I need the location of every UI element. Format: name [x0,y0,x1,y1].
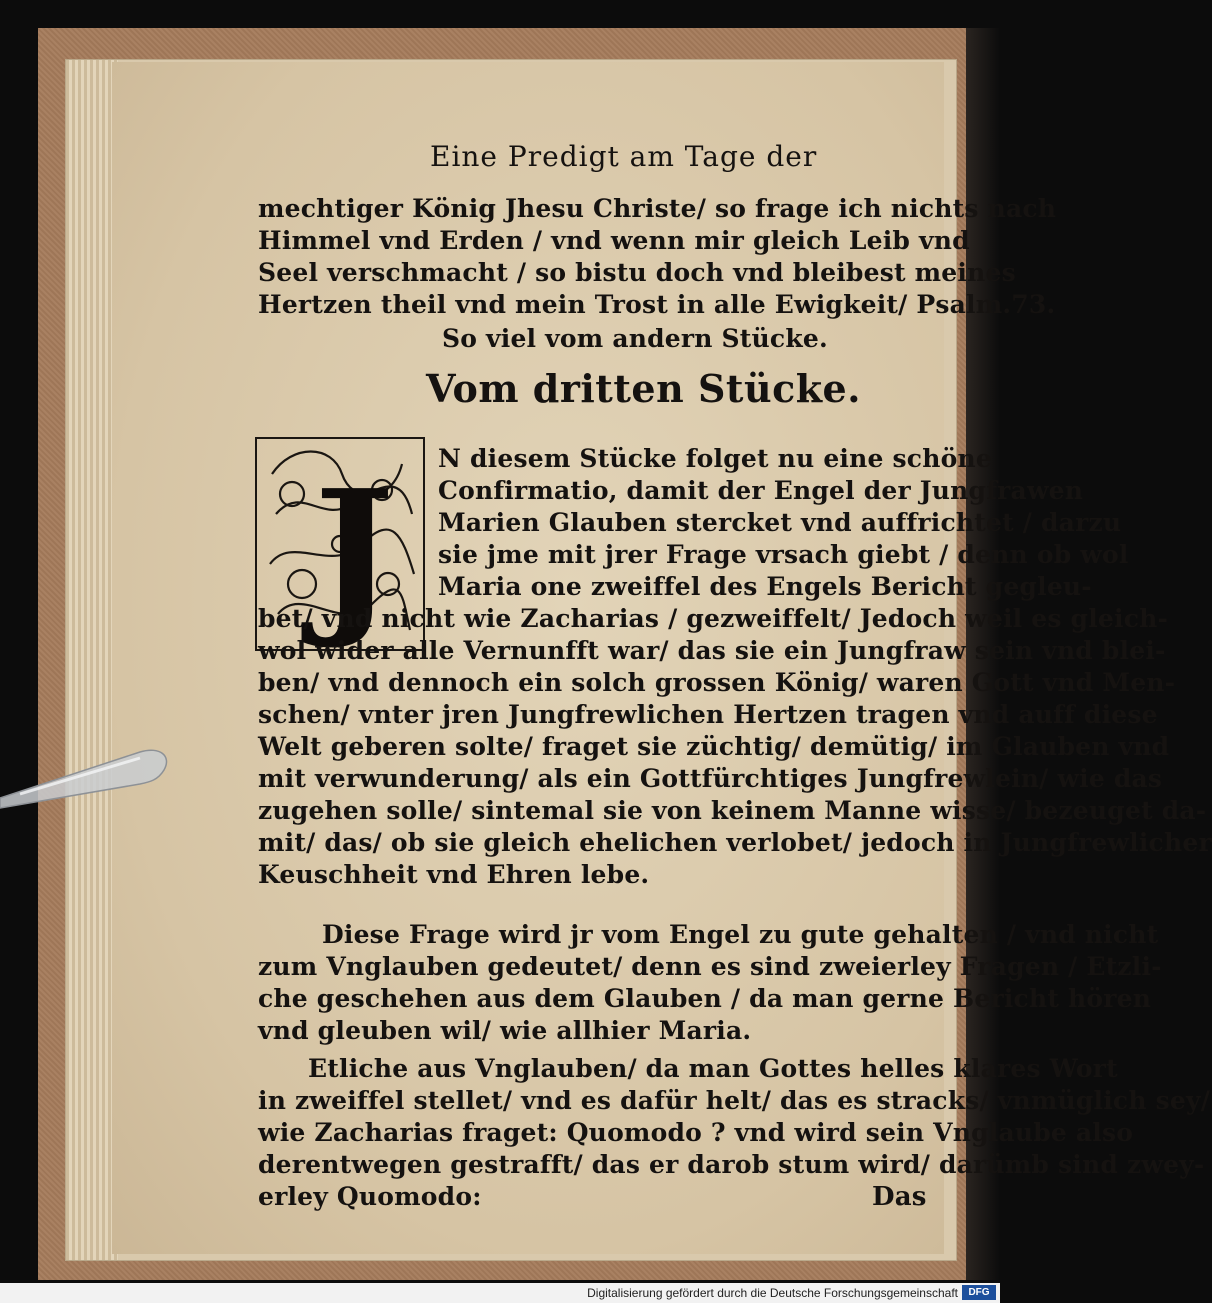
book-page [112,62,1212,1254]
page-edges [66,60,118,1260]
text-line: erley Quomodo: [258,1182,482,1211]
running-header: Eine Predigt am Tage der [430,140,818,173]
text-line: Keuschheit vnd Ehren lebe. [258,860,650,889]
text-line: Diese Frage wird jr vom Engel zu gute gehalten / vnd nicht [322,920,1159,949]
text-line: mit/ das/ ob sie gleich ehelichen verlobet/ jedoch in Jungfrewlicher [258,828,1212,857]
dfg-logo-icon: DFG [962,1285,996,1300]
section-heading: Vom dritten Stücke. [426,366,861,411]
text-line: zum Vnglauben gedeutet/ denn es sind zweierley Fragen / Etzli- [258,952,1162,981]
text-line: Confirmatio, damit der Engel der Jungfrawen [438,476,1084,505]
text-line: derentwegen gestrafft/ das er darob stum wird/ darümb sind zwey- [258,1150,1205,1179]
text-line: Hertzen theil vnd mein Trost in alle Ewigkeit/ Psalm.73. [258,290,1056,319]
footer-bar [0,1283,1000,1303]
text-line: N diesem Stücke folget nu eine schöne [438,444,992,473]
text-line: Welt geberen solte/ fraget sie züchtig/ demütig/ im Glauben vnd [258,732,1170,761]
bookmark-clip-icon [0,748,170,808]
text-line: Marien Glauben stercket vnd auffrichtet / darzu [438,508,1122,537]
text-line: wol wider alle Vernunfft war/ das sie ein Jungfraw sein vnd blei- [258,636,1166,665]
text-line: sie jme mit jrer Frage vrsach giebt / denn ob wol [438,540,1129,569]
text-line: Seel verschmacht / so bistu doch vnd bleibest meines [258,258,1016,287]
text-line: Etliche aus Vnglauben/ da man Gottes helles klares Wort [308,1054,1118,1083]
text-line: che geschehen aus dem Glauben / da man gerne Bericht hören [258,984,1152,1013]
text-line: Himmel vnd Erden / vnd wenn mir gleich Leib vnd [258,226,970,255]
text-line: bet/ vnd nicht wie Zacharias / gezweiffelt/ Jedoch weil es gleich- [258,604,1169,633]
text-line: wie Zacharias fraget: Quomodo ? vnd wird sein Vnglaube also [258,1118,1134,1147]
text-line: in zweiffel stellet/ vnd es dafür helt/ das es stracks/ vnmüglich sey/ [258,1086,1211,1115]
catchword: Das [872,1182,927,1212]
section-end-line: So viel vom andern Stücke. [442,324,828,353]
text-line: Maria one zweiffel des Engels Bericht gegleu- [438,572,1092,601]
text-line: mechtiger König Jhesu Christe/ so frage ich nichts nach [258,194,1057,223]
footer-credit: Digitalisierung gefördert durch die Deutsche Forschungsgemeinschaft [587,1286,958,1300]
text-line: ben/ vnd dennoch ein solch grossen König/ waren Gott vnd Men- [258,668,1176,697]
text-line: mit verwunderung/ als ein Gottfürchtiges Jungfrewlein/ wie das [258,764,1163,793]
text-line: schen/ vnter jren Jungfrewlichen Hertzen tragen vnd auff diese [258,700,1158,729]
initial-letter: J [314,453,395,653]
text-line: vnd gleuben wil/ wie allhier Maria. [258,1016,752,1045]
text-line: zugehen solle/ sintemal sie von keinem Manne wisse/ bezeuget da- [258,796,1207,825]
